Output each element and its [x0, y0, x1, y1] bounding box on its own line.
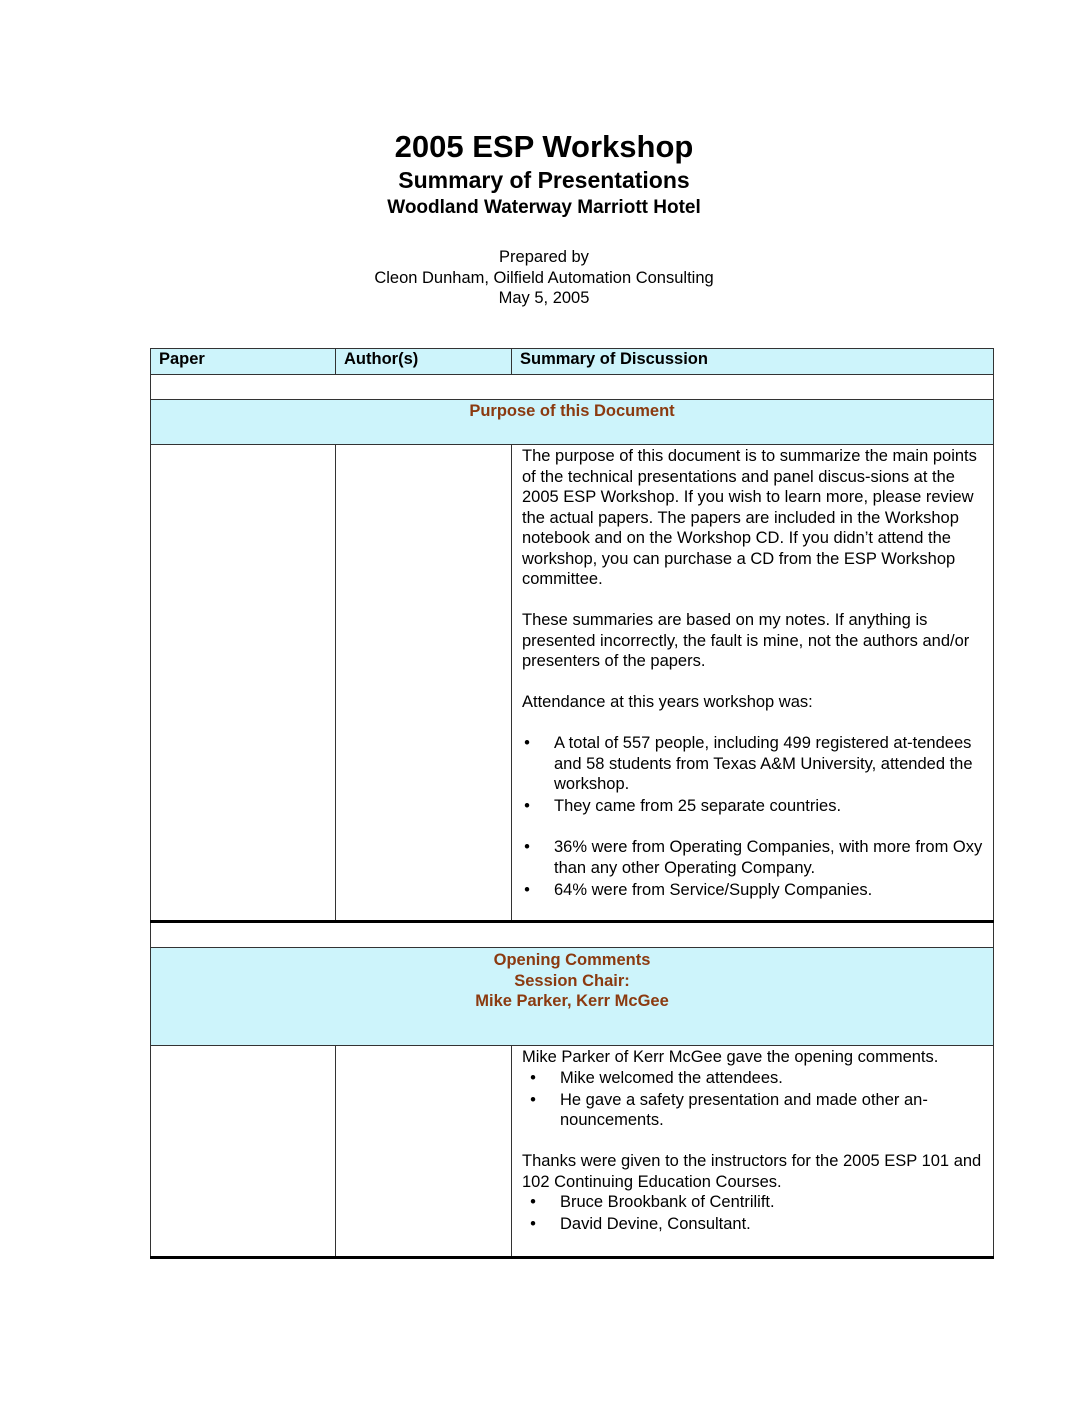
- section-heading-opening: Opening Comments: [493, 951, 651, 969]
- section-heading-row: [151, 400, 994, 445]
- header-paper: Paper: [151, 349, 336, 375]
- company-list: [522, 837, 983, 900]
- document-title: 2005 ESP Workshop: [394, 129, 694, 164]
- list-item: • 36% were from Operating Companies, with more from Oxy than any other Operating Company.: [522, 837, 983, 878]
- list-item: • A total of 557 people, including 499 registered at-tendees and 58 students from Texas A&M University, attended the workshop.: [522, 733, 983, 795]
- author-line: Cleon Dunham, Oilfield Automation Consulting: [374, 268, 714, 287]
- bullet-icon: •: [530, 1068, 536, 1087]
- section-heading-purpose: Purpose of this Document: [469, 402, 675, 420]
- spacer-row: [151, 922, 994, 948]
- instructors-list: [522, 1192, 983, 1235]
- thanks-paragraph: Thanks were given to the instructors for the 2005 ESP 101 and 102 Continuing Education Courses.: [522, 1152, 982, 1191]
- list-item: • 64% were from Service/Supply Companies.: [522, 880, 983, 901]
- bullet-icon: •: [530, 1215, 536, 1233]
- document-subtitle: Summary of Presentations: [398, 167, 690, 193]
- list-item: • Mike welcomed the attendees.: [522, 1068, 983, 1089]
- section-heading-row: [151, 948, 994, 1046]
- opening-intro: Mike Parker of Kerr McGee gave the opening comments.: [522, 1048, 939, 1066]
- attendance-list: [522, 733, 983, 817]
- session-chair-label: Session Chair:: [514, 971, 630, 990]
- list-item: • Bruce Brookbank of Centrilift.: [522, 1192, 983, 1213]
- list-item: • They came from 25 separate countries.: [522, 796, 983, 817]
- spacer-row: [151, 375, 994, 400]
- opening-list: [522, 1068, 983, 1131]
- table-row: [151, 445, 994, 922]
- header-authors: Author(s): [336, 349, 512, 375]
- list-item: • He gave a safety presentation and made other an-nouncements.: [522, 1090, 983, 1131]
- bullet-icon: •: [524, 734, 530, 752]
- authors-cell: [336, 445, 512, 922]
- summary-cell: [512, 1046, 994, 1258]
- summary-cell: [512, 445, 994, 922]
- paper-cell: [151, 1046, 336, 1258]
- table-row: [151, 1046, 994, 1258]
- prepared-label: Prepared by: [499, 248, 589, 266]
- prepared-by-block: [0, 247, 1088, 309]
- date-line: May 5, 2005: [498, 289, 590, 307]
- bullet-icon: •: [530, 1193, 536, 1211]
- authors-cell: [336, 1046, 512, 1258]
- summary-table: [150, 348, 994, 1259]
- bullet-icon: •: [524, 838, 530, 856]
- purpose-paragraph: The purpose of this document is to summarize the main points of the technical presentations and panel discus-sions at the 2005 ESP Workshop. If you wish to learn more, please review the actual papers. The papers are included in the Workshop notebook and on the Workshop CD. If you didn’t attend the workshop, you can purchase a CD from the ESP Workshop committee.: [522, 447, 977, 588]
- title-block: [0, 128, 1088, 222]
- bullet-icon: •: [524, 797, 530, 815]
- bullet-icon: •: [524, 880, 530, 899]
- notes-paragraph: These summaries are based on my notes. If anything is presented incorrectly, the fault is mine, not the authors and/or presenters of the papers.: [522, 611, 970, 670]
- document-venue: Woodland Waterway Marriott Hotel: [387, 197, 701, 218]
- header-summary: Summary of Discussion: [512, 349, 994, 375]
- paper-cell: [151, 445, 336, 922]
- list-item: • David Devine, Consultant.: [522, 1214, 983, 1235]
- bullet-icon: •: [530, 1090, 536, 1109]
- session-chair-name: Mike Parker, Kerr McGee: [475, 992, 669, 1010]
- table-header-row: [151, 349, 994, 375]
- attendance-paragraph: Attendance at this years workshop was:: [522, 693, 813, 711]
